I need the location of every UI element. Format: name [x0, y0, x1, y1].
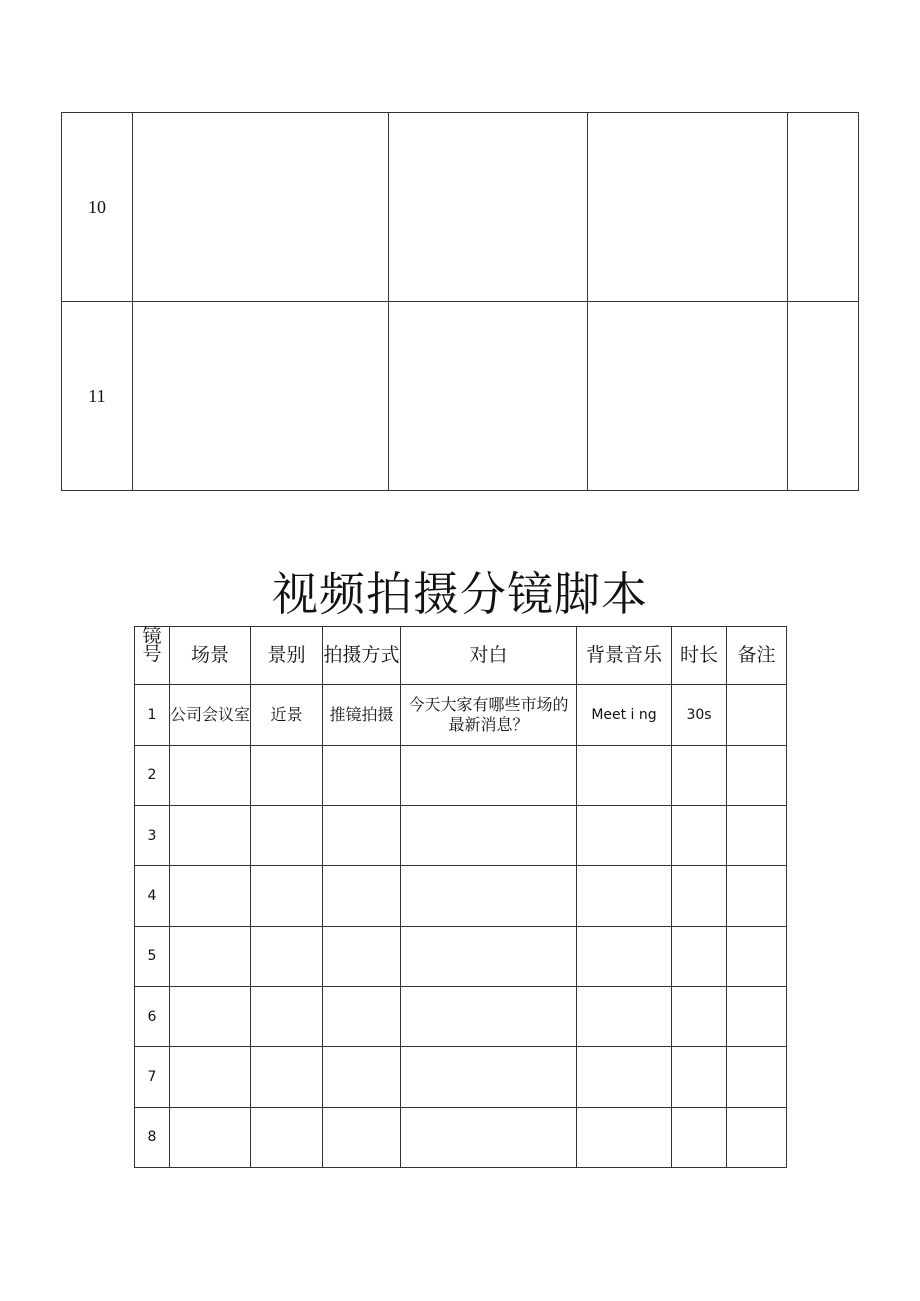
camera-method-cell [323, 1107, 401, 1167]
camera-method-cell: 推镜拍摄 [323, 685, 401, 745]
empty-cell [132, 302, 388, 491]
header-dialogue: 对白 [401, 627, 577, 685]
notes-cell [727, 1047, 787, 1107]
notes-cell [727, 685, 787, 745]
duration-cell [672, 926, 727, 986]
music-cell: Meet i ng [577, 685, 672, 745]
camera-method-cell [323, 926, 401, 986]
header-shot-number: 镜号 [135, 627, 170, 685]
music-cell [577, 986, 672, 1046]
empty-cell [388, 113, 588, 302]
music-cell [577, 805, 672, 865]
table-row [135, 1107, 787, 1167]
shot-size-cell: 近景 [251, 685, 323, 745]
notes-cell [727, 986, 787, 1046]
dialogue-cell [401, 866, 577, 926]
dialogue-cell: 今天大家有哪些市场的最新消息？ [401, 685, 577, 745]
previous-page-table [61, 112, 859, 491]
notes-cell [727, 1107, 787, 1167]
shot-number-cell: 1 [135, 685, 170, 745]
duration-cell [672, 986, 727, 1046]
scene-cell [170, 926, 251, 986]
music-cell [577, 1107, 672, 1167]
dialogue-cell [401, 805, 577, 865]
dialogue-cell [401, 926, 577, 986]
duration-cell [672, 805, 727, 865]
camera-method-cell [323, 866, 401, 926]
empty-cell [588, 302, 788, 491]
table-row [135, 685, 787, 745]
shot-number-cell: 11 [62, 302, 133, 491]
empty-cell [588, 113, 788, 302]
camera-method-cell [323, 805, 401, 865]
empty-cell [788, 113, 859, 302]
header-background-music: 背景音乐 [577, 627, 672, 685]
empty-cell [388, 302, 588, 491]
table-row [135, 926, 787, 986]
notes-cell [727, 926, 787, 986]
table-row [135, 986, 787, 1046]
shot-size-cell [251, 866, 323, 926]
header-notes: 备注 [727, 627, 787, 685]
music-cell [577, 926, 672, 986]
shot-size-cell [251, 745, 323, 805]
notes-cell [727, 745, 787, 805]
scene-cell [170, 866, 251, 926]
header-duration: 时长 [672, 627, 727, 685]
header-scene: 场景 [170, 627, 251, 685]
notes-cell [727, 866, 787, 926]
shot-number-cell: 6 [135, 986, 170, 1046]
shot-number-cell: 7 [135, 1047, 170, 1107]
dialogue-cell [401, 1047, 577, 1107]
scene-cell [170, 745, 251, 805]
shot-number-cell: 2 [135, 745, 170, 805]
duration-cell [672, 1107, 727, 1167]
shot-size-cell [251, 926, 323, 986]
duration-cell: 30s [672, 685, 727, 745]
shot-number-cell: 8 [135, 1107, 170, 1167]
dialogue-cell [401, 1107, 577, 1167]
table-row [135, 866, 787, 926]
scene-cell [170, 805, 251, 865]
shot-number-cell: 10 [62, 113, 133, 302]
header-shot-size: 景别 [251, 627, 323, 685]
shot-number-cell: 5 [135, 926, 170, 986]
empty-cell [132, 113, 388, 302]
page-title: 视频拍摄分镜脚本 [272, 567, 648, 621]
music-cell [577, 1047, 672, 1107]
table-row [135, 805, 787, 865]
notes-cell [727, 805, 787, 865]
duration-cell [672, 745, 727, 805]
duration-cell [672, 866, 727, 926]
camera-method-cell [323, 1047, 401, 1107]
empty-cell [788, 302, 859, 491]
music-cell [577, 866, 672, 926]
shot-size-cell [251, 1107, 323, 1167]
table-row [62, 302, 859, 491]
scene-cell: 公司会议室 [170, 685, 251, 745]
storyboard-table [134, 626, 787, 1168]
shot-size-cell [251, 986, 323, 1046]
scene-cell [170, 1047, 251, 1107]
table-row [135, 1047, 787, 1107]
dialogue-cell [401, 986, 577, 1046]
table-header-row [135, 627, 787, 685]
camera-method-cell [323, 986, 401, 1046]
shot-size-cell [251, 1047, 323, 1107]
shot-number-cell: 4 [135, 866, 170, 926]
shot-number-cell: 3 [135, 805, 170, 865]
dialogue-cell [401, 745, 577, 805]
table-row [62, 113, 859, 302]
music-cell [577, 745, 672, 805]
scene-cell [170, 986, 251, 1046]
duration-cell [672, 1047, 727, 1107]
table-row [135, 745, 787, 805]
shot-size-cell [251, 805, 323, 865]
header-camera-method: 拍摄方式 [323, 627, 401, 685]
camera-method-cell [323, 745, 401, 805]
scene-cell [170, 1107, 251, 1167]
